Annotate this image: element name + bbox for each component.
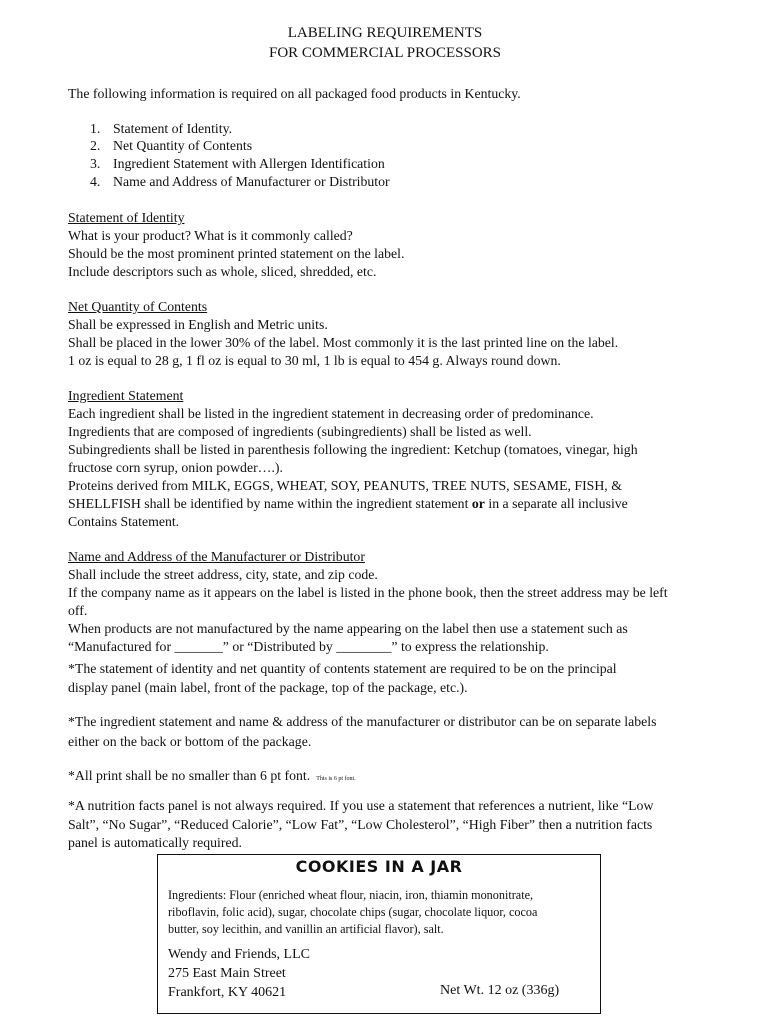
sample-label-street: 275 East Main Street (168, 966, 286, 981)
sample-label-ingredients (168, 887, 537, 938)
ingredient-line-6-a: SHELLFISH shall be identified by name within the ingredient statement (68, 496, 472, 511)
name-address-line-1: Shall include the street address, city, state, and zip code. (68, 567, 378, 582)
six-pt-sample-text: This is 6 pt font. (316, 776, 356, 782)
sample-label-title: COOKIES IN A JAR (295, 857, 463, 876)
identity-line-3: Include descriptors such as whole, sliced, shredded, etc. (68, 264, 377, 279)
sample-label-ingredients-line-1: Ingredients: Flour (enriched wheat flour, niacin, iron, thiamin mononitrate, (168, 888, 534, 902)
note-2-line-1: *The ingredient statement and name & address of the manufacturer or distributor can be on separate labels (68, 714, 657, 729)
list-item-1: Statement of Identity. (113, 121, 233, 136)
list-item-3: Ingredient Statement with Allergen Identification (113, 156, 385, 171)
section-heading-identity: Statement of Identity (68, 210, 185, 225)
name-address-line-5: “Manufactured for _______” or “Distributed by ________” to express the relationship. (68, 639, 549, 654)
sample-label-city: Frankfort, KY 40621 (168, 985, 287, 1000)
ingredient-line-6-b: in a separate all inclusive (484, 496, 628, 511)
ingredient-line-6 (68, 495, 628, 513)
note-4-line-2: Salt”, “No Sugar”, “Reduced Calorie”, “Low Fat”, “Low Cholesterol”, “High Fiber” then a nutrition facts (68, 817, 653, 832)
note-3 (68, 767, 356, 788)
list-number-3: 3. (90, 156, 101, 171)
name-address-line-2: If the company name as it appears on the label is listed in the phone book, then the street address may be left (68, 585, 668, 600)
section-heading-ingredient: Ingredient Statement (68, 388, 184, 403)
note-3-text: *All print shall be no smaller than 6 pt font. (68, 768, 311, 783)
sample-label-company: Wendy and Friends, LLC (168, 947, 310, 962)
ingredient-line-3: Subingredients shall be listed in parenthesis following the ingredient: Ketchup (tomatoes, vinegar, high (68, 442, 638, 457)
note-4-line-3: panel is automatically required. (68, 835, 242, 850)
intro-paragraph: The following information is required on all packaged food products in Kentucky. (68, 86, 521, 101)
section-heading-name-address: Name and Address of the Manufacturer or Distributor (68, 549, 365, 564)
note-1-line-1: *The statement of identity and net quantity of contents statement are required to be on the principal (68, 661, 617, 676)
doc-title-line2: FOR COMMERCIAL PROCESSORS (268, 45, 501, 61)
sample-label-ingredients-line-3: butter, soy lecithin, and vanillin an artificial flavor), salt. (168, 922, 444, 936)
note-4-line-1: *A nutrition facts panel is not always required. If you use a statement that references a nutrient, like “Low (68, 798, 654, 813)
name-address-line-3: off. (68, 603, 88, 618)
identity-line-2: Should be the most prominent printed statement on the label. (68, 246, 405, 261)
list-number-2: 2. (90, 138, 101, 153)
net-line-2: Shall be placed in the lower 30% of the label. Most commonly it is the last printed line on the label. (68, 335, 619, 350)
identity-line-1: What is your product? What is it commonly called? (68, 228, 353, 243)
list-item-4: Name and Address of Manufacturer or Distributor (113, 174, 390, 189)
list-number-4: 4. (90, 174, 101, 189)
net-line-3: 1 oz is equal to 28 g, 1 fl oz is equal to 30 ml, 1 lb is equal to 454 g. Always round down. (68, 353, 561, 368)
ingredient-line-7: Contains Statement. (68, 514, 180, 529)
doc-title-line1: LABELING REQUIREMENTS (287, 25, 483, 41)
net-line-1: Shall be expressed in English and Metric units. (68, 317, 328, 332)
ingredient-line-4: fructose corn syrup, onion powder….). (68, 460, 283, 475)
note-2-line-2: either on the back or bottom of the package. (68, 734, 312, 749)
ingredient-line-5: Proteins derived from MILK, EGGS, WHEAT, SOY, PEANUTS, TREE NUTS, SESAME, FISH, & (68, 478, 622, 493)
sample-label-address (168, 945, 310, 1002)
section-heading-net-quantity: Net Quantity of Contents (68, 299, 208, 314)
list-item-2: Net Quantity of Contents (113, 138, 253, 153)
ingredient-line-1: Each ingredient shall be listed in the ingredient statement in decreasing order of predominance. (68, 406, 594, 421)
sample-label-ingredients-line-2: riboflavin, folic acid), sugar, chocolate chips (sugar, chocolate liquor, cocoa (168, 905, 538, 919)
sample-label-net-weight: Net Wt. 12 oz (336g) (440, 983, 560, 998)
list-number-1: 1. (90, 121, 101, 136)
name-address-line-4: When products are not manufactured by the name appearing on the label then use a statement such as (68, 621, 628, 636)
note-1-line-2: display panel (main label, front of the package, top of the package, etc.). (68, 680, 468, 695)
ingredient-line-6-bold: or (471, 496, 485, 511)
ingredient-line-2: Ingredients that are composed of ingredients (subingredients) shall be listed as well. (68, 424, 532, 439)
sample-label-box (157, 854, 601, 1014)
